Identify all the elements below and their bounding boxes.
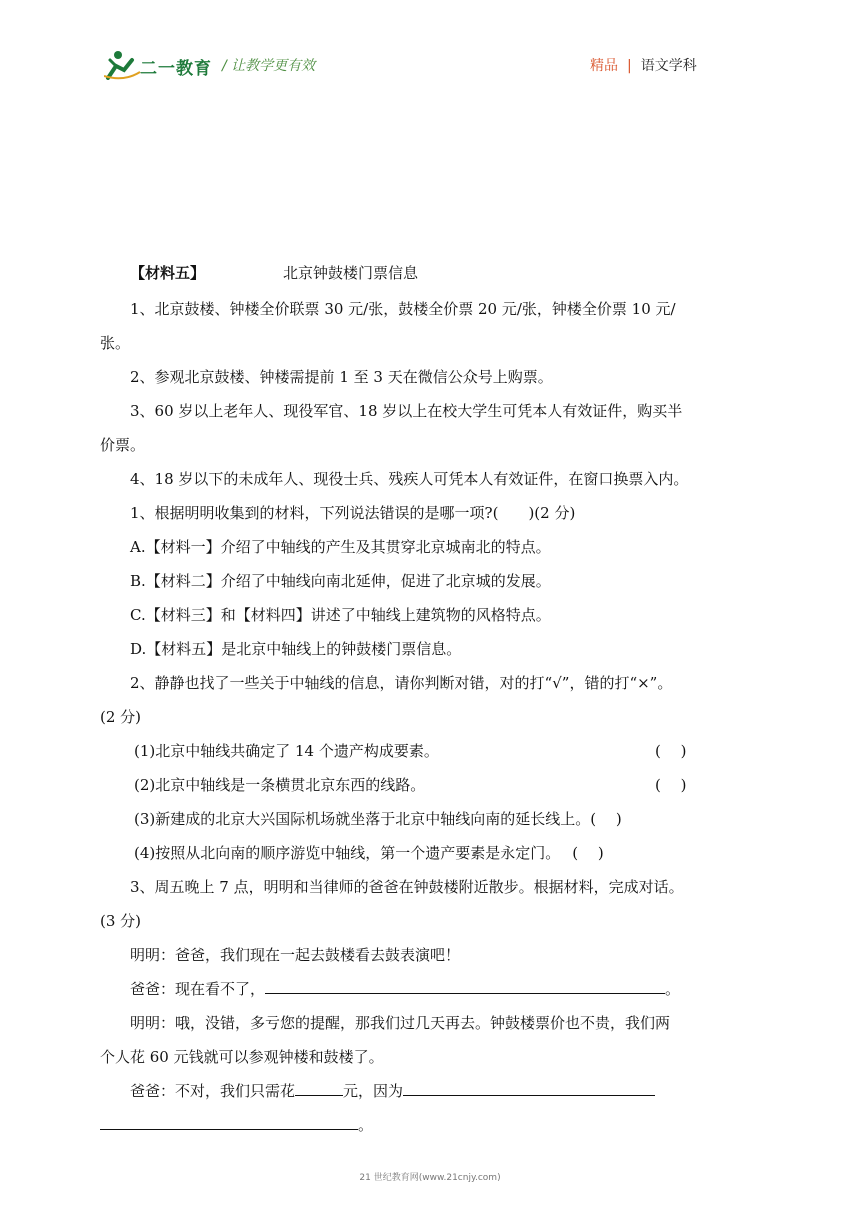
question-2-item: (1)北京中轴线共确定了 14 个遗产构成要素。 [134,742,439,760]
material5-item: 价票。 [100,436,146,454]
slogan: / 让教学更有效 [222,58,316,74]
material5-item: 1、北京鼓楼、钟楼全价联票 30 元/张，鼓楼全价票 20 元/张，钟楼全价票 10 元/ [130,300,676,318]
answer-paren: ( ) [590,810,622,828]
material5-item: 3、60 岁以上老年人、现役军官、18 岁以上在校大学生可凭本人有效证件，购买半 [130,402,683,420]
page-header [0,0,860,100]
subject-label: 语文学科 [640,58,697,74]
dialog-text: 元，因为 [343,1082,404,1100]
question-3-stem: 3、周五晚上 7 点，明明和当律师的爸爸在钟鼓楼附近散步。根据材料，完成对话。 [130,878,684,896]
header-divider: | [627,58,632,74]
question-1-option-c: C.【材料三】和【材料四】讲述了中轴线上建筑物的风格特点。 [130,606,551,624]
logo-text: 二一教育 [140,59,212,79]
question-1-option-a: A.【材料一】介绍了中轴线的产生及其贯穿北京城南北的特点。 [130,538,551,556]
answer-blank[interactable] [295,1081,343,1096]
question-2-stem: 2、静静也找了一些关于中轴线的信息，请你判断对错，对的打“√”，错的打“×”。 [130,674,673,692]
question-2-item: (2)北京中轴线是一条横贯北京东西的线路。 [134,776,426,794]
question-1-stem: 1、根据明明收集到的材料，下列说法错误的是哪一项?( )(2 分) [130,504,576,522]
material5-title: 北京钟鼓楼门票信息 [283,264,419,282]
material5-item: 4、18 岁以下的未成年人、现役士兵、残疾人可凭本人有效证件，在窗口换票入内。 [130,470,689,488]
question-2-item-text: (3)新建成的北京大兴国际机场就坐落于北京中轴线向南的延长线上。 [134,810,591,828]
dialog-text: 。 [665,980,681,998]
material5-label: 【材料五】 [130,264,206,282]
answer-paren: ( ) [655,776,687,794]
material5-heading [130,262,418,283]
dialog-line [130,978,680,999]
dialog-text: 。 [358,1116,374,1134]
answer-blank[interactable] [100,1115,358,1130]
dialog-line [130,1080,655,1101]
dialog-line [100,1114,373,1135]
material5-item: 张。 [100,334,131,352]
dialog-line: 个人花 60 元钱就可以参观钟楼和鼓楼了。 [100,1048,384,1066]
page-footer: 21 世纪教育网(www.21cnjy.com) [359,1173,501,1183]
answer-blank[interactable] [403,1081,655,1096]
answer-paren: ( ) [572,844,604,862]
question-2-item [134,842,604,863]
header-subject [590,55,697,75]
question-2-score: (2 分) [100,708,142,726]
dialog-line: 明明：哦，没错，多亏您的提醒，那我们过几天再去。钟鼓楼票价也不贵，我们两 [130,1014,671,1032]
question-1-option-d: D.【材料五】是北京中轴线上的钟鼓楼门票信息。 [130,640,462,658]
quality-tag: 精品 [590,58,618,74]
question-1-option-b: B.【材料二】介绍了中轴线向南北延伸，促进了北京城的发展。 [130,572,551,590]
question-2-item-text: (4)按照从北向南的顺序游览中轴线，第一个遗产要素是永定门。 [134,844,561,862]
answer-blank[interactable] [265,979,665,994]
question-3-score: (3 分) [100,912,142,930]
answer-paren: ( ) [655,742,687,760]
question-2-item [134,808,622,829]
dialog-text: 爸爸：不对，我们只需花 [130,1082,296,1100]
dialog-line: 明明：爸爸，我们现在一起去鼓楼看去鼓表演吧！ [130,946,461,964]
dialog-text: 爸爸：现在看不了， [130,980,266,998]
material5-item: 2、参观北京鼓楼、钟楼需提前 1 至 3 天在微信公众号上购票。 [130,368,553,386]
